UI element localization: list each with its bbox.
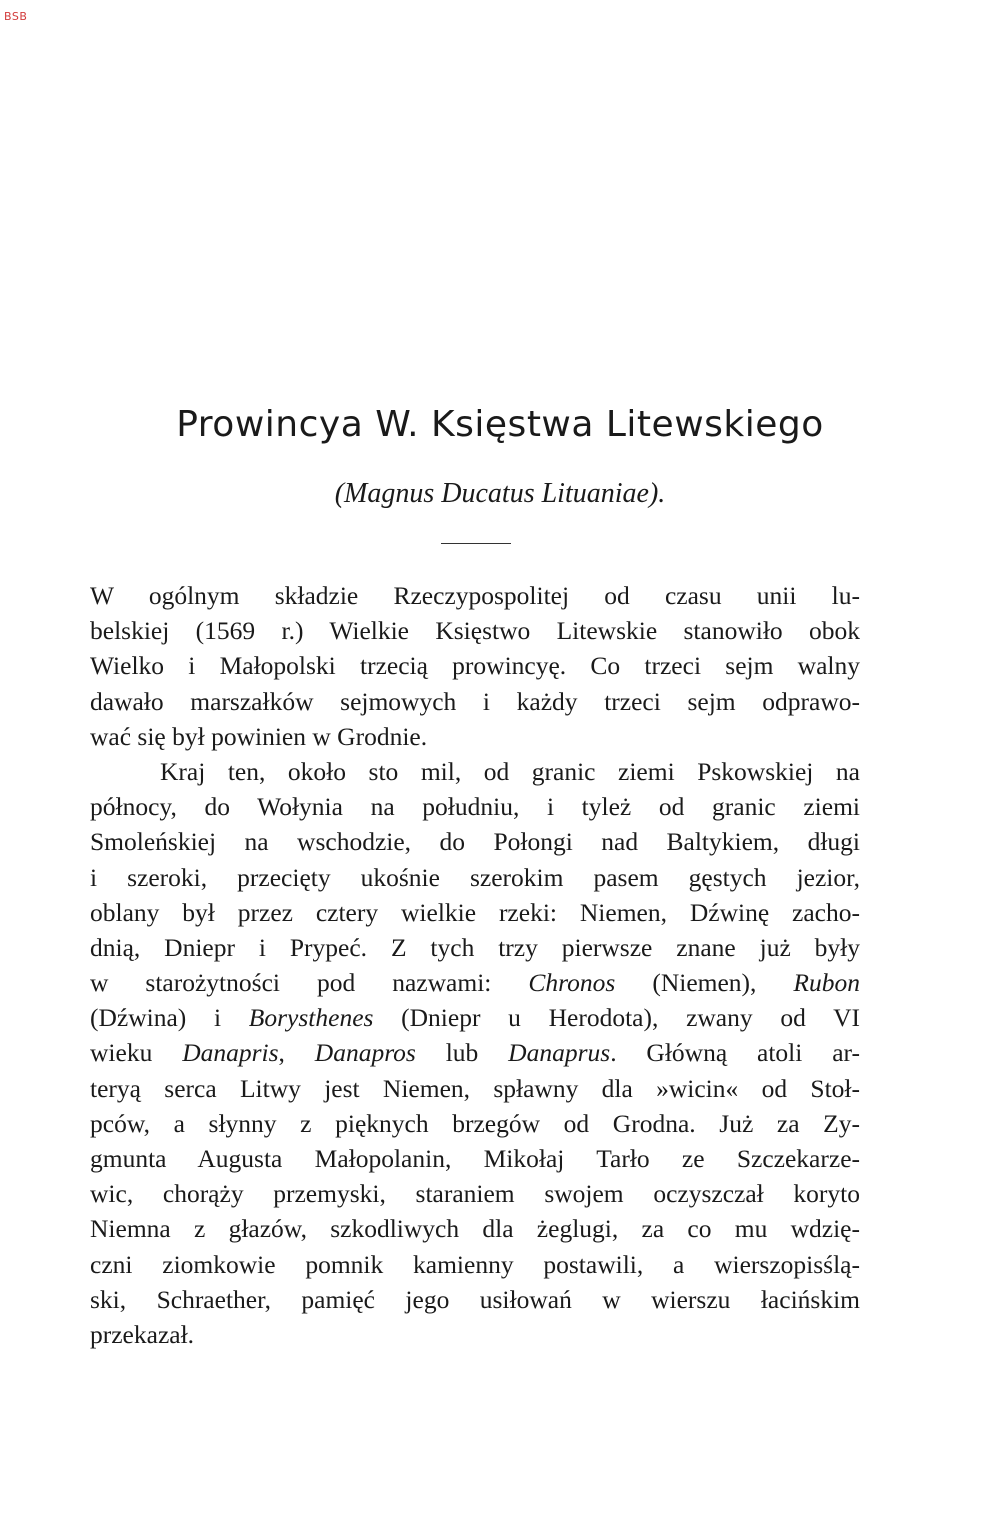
title-rule <box>441 543 511 544</box>
text-line: W ogólnym składzie Rzeczypospolitej od czasu unii lu- <box>90 581 860 610</box>
text-line: wieku Danapris, Danapros lub Danaprus. Główną atoli ar- <box>90 1038 860 1068</box>
text-line: Niemna z głazów, szkodliwych dla żeglugi, za co mu wdzię- <box>90 1214 860 1244</box>
text-line: Kraj ten, około sto mil, od granic ziemi Pskowskiej na <box>160 756 860 786</box>
text-line: i szeroki, przecięty ukośnie szerokim pasem gęstych jezior, <box>90 862 860 892</box>
library-stamp: BSB <box>4 10 28 23</box>
text-line: ski, Schraether, pamięć jego usiłowań w wierszu łacińskim <box>90 1284 860 1314</box>
page-title: Prowincya W. Księstwa Litewskiego <box>176 404 824 445</box>
text-line: wic, chorąży przemyski, staraniem swojem oczyszczał koryto <box>90 1179 860 1209</box>
text-line: wać się był powinien w Grodnie. <box>90 721 428 751</box>
text-line: teryą serca Litwy jest Niemen, spławny dla »wicin« od Stoł- <box>90 1073 860 1103</box>
text-line: gmunta Augusta Małopolanin, Mikołaj Tarło ze Szczekarze- <box>90 1144 860 1173</box>
text-line: Smoleńskiej na wschodzie, do Połongi nad Baltykiem, długi <box>90 827 860 857</box>
text-line: oblany był przez cztery wielkie rzeki: Niemen, Dźwinę zacho- <box>90 897 860 927</box>
page-subtitle: (Magnus Ducatus Lituaniae). <box>334 478 666 509</box>
text-line: północy, do Wołynia na południu, i tyleż od granic ziemi <box>90 792 860 822</box>
body-text <box>90 578 860 1352</box>
text-line: dawało marszałków sejmowych i każdy trzeci sejm odprawo- <box>90 686 860 716</box>
text-line: (Dźwina) i Borysthenes (Dniepr u Herodota), zwany od VI <box>90 1003 860 1033</box>
text-line: Wielko i Małopolski trzecią prowincyę. Co trzeci sejm walny <box>90 651 860 681</box>
text-line: pców, a słynny z pięknych brzegów od Grodna. Już za Zy- <box>90 1108 860 1138</box>
text-line: belskiej (1569 r.) Wielkie Księstwo Litewskie stanowiło obok <box>90 616 860 646</box>
text-line: dnią, Dniepr i Prypeć. Z tych trzy pierwsze znane już były <box>90 932 860 962</box>
text-line: w starożytności pod nazwami: Chronos (Niemen), Rubon <box>90 968 860 998</box>
text-line: czni ziomkowie pomnik kamienny postawili, a wierszopisślą- <box>90 1249 860 1279</box>
text-line: przekazał. <box>90 1319 195 1349</box>
